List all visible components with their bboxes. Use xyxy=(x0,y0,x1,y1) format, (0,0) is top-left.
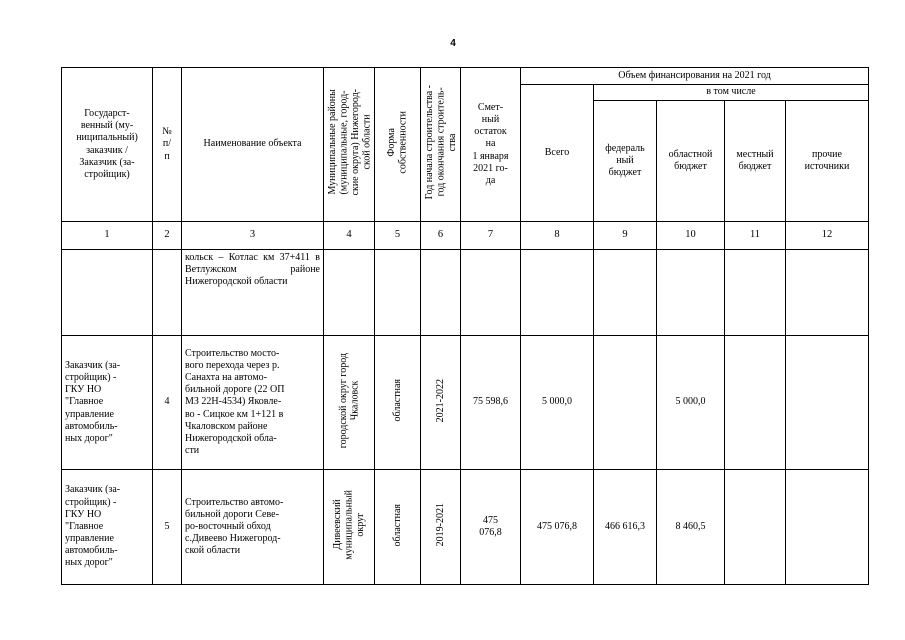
header-regional: областной бюджет xyxy=(657,101,725,222)
cell-district-text: Дивеевский муниципальный округ xyxy=(331,490,366,560)
cell-object: Строительство автомо- бильной дороги Севе- ро-восточный обход с.Дивеево Нижегород- ской области xyxy=(182,470,324,585)
cell-years xyxy=(421,250,461,336)
cell-federal xyxy=(594,336,657,470)
header-including: в том числе xyxy=(594,85,869,101)
cell-ownership xyxy=(375,336,421,470)
column-number: 10 xyxy=(657,222,725,250)
column-number: 2 xyxy=(153,222,182,250)
cell-other xyxy=(786,336,869,470)
cell-years xyxy=(421,336,461,470)
header-object-name: Наименование объекта xyxy=(182,68,324,222)
cell-ownership xyxy=(375,470,421,585)
cell-other xyxy=(786,250,869,336)
header-federal: федераль ный бюджет xyxy=(594,101,657,222)
header-other: прочие источники xyxy=(786,101,869,222)
cell-customer: Заказчик (за- стройщик) - ГКУ НО "Главное управление автомобиль- ных дорог" xyxy=(62,336,153,470)
header-total: Всего xyxy=(521,85,594,222)
cell-regional xyxy=(657,250,725,336)
header-districts xyxy=(324,68,375,222)
table-row xyxy=(62,470,869,585)
cell-district xyxy=(324,336,375,470)
cell-regional: 8 460,5 xyxy=(657,470,725,585)
cell-federal xyxy=(594,250,657,336)
funding-table xyxy=(61,67,869,585)
cell-other xyxy=(786,470,869,585)
cell-number: 4 xyxy=(153,336,182,470)
column-number: 6 xyxy=(421,222,461,250)
header-local: местный бюджет xyxy=(725,101,786,222)
cell-ownership-text: областная xyxy=(391,379,403,422)
cell-balance xyxy=(461,250,521,336)
cell-balance: 475 076,8 xyxy=(461,470,521,585)
column-number: 1 xyxy=(62,222,153,250)
cell-ownership xyxy=(375,250,421,336)
header-ownership xyxy=(375,68,421,222)
cell-number: 5 xyxy=(153,470,182,585)
cell-local xyxy=(725,250,786,336)
table-row xyxy=(62,250,869,336)
column-number: 9 xyxy=(594,222,657,250)
header-funding-group: Объем финансирования на 2021 год xyxy=(521,68,869,85)
column-numbers-row xyxy=(62,222,869,250)
column-number: 8 xyxy=(521,222,594,250)
header-row-1 xyxy=(62,68,869,85)
column-number: 7 xyxy=(461,222,521,250)
cell-total: 5 000,0 xyxy=(521,336,594,470)
cell-district xyxy=(324,470,375,585)
cell-district-text: городской округ город Чкаловск xyxy=(337,352,360,449)
cell-district xyxy=(324,250,375,336)
page-number: 4 xyxy=(450,38,456,49)
cell-customer: Заказчик (за- стройщик) - ГКУ НО "Главное управление автомобиль- ных дорог" xyxy=(62,470,153,585)
cell-years-text: 2021-2022 xyxy=(434,378,446,423)
cell-number xyxy=(153,250,182,336)
cell-total: 475 076,8 xyxy=(521,470,594,585)
column-number: 12 xyxy=(786,222,869,250)
cell-years-text: 2019-2021 xyxy=(434,503,446,547)
cell-regional: 5 000,0 xyxy=(657,336,725,470)
header-years xyxy=(421,68,461,222)
column-number: 11 xyxy=(725,222,786,250)
cell-local xyxy=(725,336,786,470)
column-number: 4 xyxy=(324,222,375,250)
header-districts-text: Муниципальные районы (муниципальные, город- ские округа) Нижегород- ской области xyxy=(327,89,373,196)
cell-local xyxy=(725,470,786,585)
header-years-text: Год начала строительства - год окончания строитель- ства xyxy=(424,85,458,200)
cell-total xyxy=(521,250,594,336)
cell-ownership-text: областная xyxy=(391,503,403,547)
cell-balance: 75 598,6 xyxy=(461,336,521,470)
header-number: № п/ п xyxy=(153,68,182,222)
header-ownership-text: Форма собственности xyxy=(386,111,409,174)
column-number: 5 xyxy=(375,222,421,250)
cell-years xyxy=(421,470,461,585)
cell-federal: 466 616,3 xyxy=(594,470,657,585)
column-number: 3 xyxy=(182,222,324,250)
cell-object: кольск – Котлас км 37+411 в Ветлужском районе Нижегородской области xyxy=(182,250,324,336)
header-balance: Смет- ный остаток на 1 января 2021 го- да xyxy=(461,68,521,222)
header-customer: Государст- венный (му- ниципальный) заказчик / Заказчик (за- стройщик) xyxy=(62,68,153,222)
cell-object: Строительство мосто- вого перехода через р. Санахта на автомо- бильной дороге (22 ОП МЗ 22Н-4534) Яковле- во - Сицкое км 1+121 в Чкаловском районе Нижегородской обла- сти xyxy=(182,336,324,470)
cell-customer xyxy=(62,250,153,336)
table-row xyxy=(62,336,869,470)
